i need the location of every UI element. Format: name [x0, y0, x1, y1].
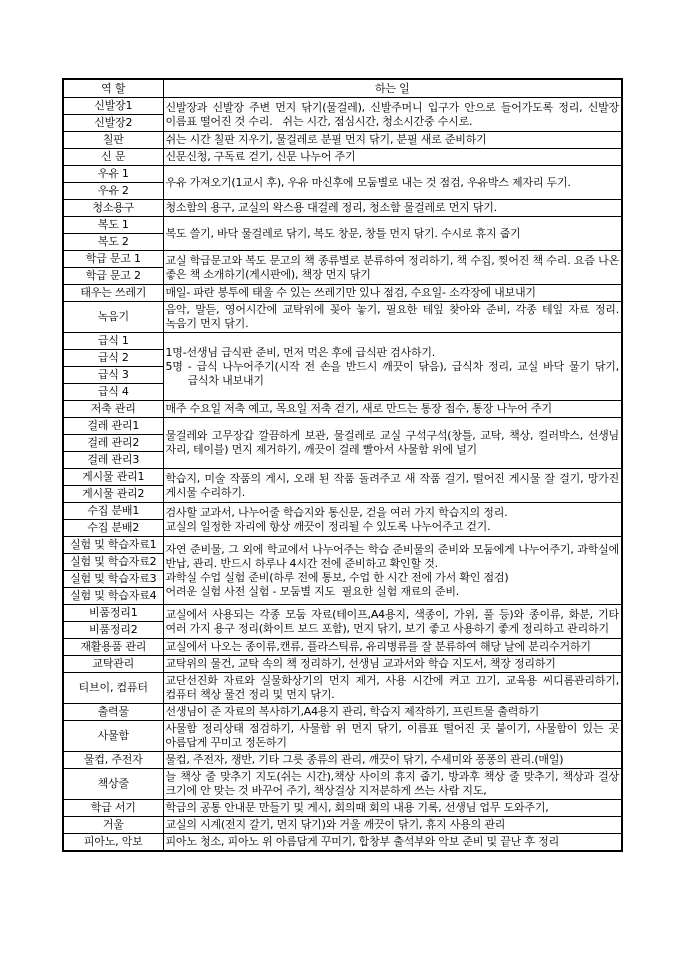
table-row: [63, 98, 622, 115]
task-paragraph: 어려운 실험 사전 실험 - 모둠별 지도 필요한 실험 재료의 준비.: [165, 584, 460, 598]
task-paragraph: 늘 책상 줄 맞추기 지도(쉬는 시간),책상 사이의 휴지 줍기, 방과후 책상 줄 맞추기, 책상과 걸상 크기에 안 맞는 것 바꾸어 주기, 책상걸상 지저분하게 쓰는 사람 지도,: [165, 770, 619, 797]
role-cell: 출력물: [63, 704, 163, 721]
task-paragraph: 검사할 교과서, 나누어줄 학습지와 통신문, 걷을 여러 가지 학습지의 정리.: [165, 505, 508, 519]
task-cell: [163, 401, 622, 418]
task-cell: [163, 418, 622, 469]
task-paragraph: 교단선진화 자료와 실물화상기의 먼지 제거, 사용 시간에 켜고 끄기, 교육용 씨디롬관리하기, 컴퓨터 책상 물건 정리 및 먼지 닦기.: [165, 674, 619, 701]
task-paragraph: 신문신청, 구독료 걷기, 신문 나누어 주기: [165, 150, 356, 163]
task-cell: [163, 817, 622, 834]
task-cell: [163, 285, 622, 302]
role-cell: 우유 2: [63, 183, 163, 200]
task-cell: [163, 302, 622, 333]
task-paragraph: 5명 - 급식 나누어주기(시작 전 손을 반드시 깨끗이 닦음), 급식차 정리, 교실 바닥 물기 닦기, 급식차 내보내기: [165, 359, 619, 387]
table-row: [63, 166, 622, 183]
table-row: [63, 200, 622, 217]
role-cell: 청소용구: [63, 200, 163, 217]
role-cell: 급식 2: [63, 350, 163, 367]
task-cell: [163, 639, 622, 656]
role-cell: 피아노, 악보: [63, 834, 163, 852]
task-cell: [163, 704, 622, 721]
task-paragraph: 선생님이 준 자료의 복사하기,A4용지 관리, 학습지 제작하기, 프린트물 출력하기: [165, 705, 540, 718]
task-paragraph: 교실의 일정한 자리에 항상 깨끗이 정리될 수 있도록 나누어주고 걷기.: [165, 519, 491, 533]
table-body: [63, 98, 622, 852]
task-paragraph: 사물함 정리상태 점검하기, 사물함 위 먼지 닦기, 이름표 떨어진 곳 붙이기, 사물함이 있는 곳 아름답게 꾸미고 정돈하기: [165, 722, 619, 749]
column-header-role: 역 할: [63, 79, 163, 98]
task-paragraph: 복도 쓸기, 바닥 물걸레로 닦기, 복도 창문, 창틀 먼지 닦기. 수시로 휴지 줍기: [165, 226, 521, 240]
task-paragraph: 자연 준비물, 그 외에 학교에서 나누어주는 학습 준비물의 준비와 모둠에게 나누어주기, 과학실에 반납, 관리. 반드시 하루나 4시간 전에 준비하고 확인할 것.: [165, 542, 619, 570]
role-cell: 실험 및 학습자료3: [63, 571, 163, 588]
role-cell: 저축 관리: [63, 401, 163, 418]
table-row: [63, 605, 622, 622]
table-row: [63, 752, 622, 769]
role-cell: 학급 문고 1: [63, 251, 163, 268]
task-cell: [163, 605, 622, 639]
role-cell: 걸레 관리3: [63, 452, 163, 469]
table-row: [63, 769, 622, 800]
role-cell: 학급 문고 2: [63, 268, 163, 285]
column-header-task: 하는 일: [163, 79, 622, 98]
table-row: [63, 333, 622, 350]
role-cell: 우유 1: [63, 166, 163, 183]
table-row: [63, 132, 622, 149]
table-row: [63, 673, 622, 704]
table-row: [63, 656, 622, 673]
role-cell: 걸레 관리1: [63, 418, 163, 435]
task-paragraph: 교실 학급문고와 복도 문고의 책 종류별로 분류하여 정리하기, 책 수집, 찢어진 책 수리. 요즘 나온 좋은 책 소개하기(게시판에), 책장 먼지 닦기: [165, 253, 619, 281]
table-row: [63, 251, 622, 268]
table-row: [63, 418, 622, 435]
role-cell: 비품정리1: [63, 605, 163, 622]
role-cell: 사물함: [63, 721, 163, 752]
task-cell: [163, 251, 622, 285]
table-row: [63, 639, 622, 656]
task-paragraph: 매주 수요일 저축 예고, 목요일 저축 걷기, 새로 만드는 통장 접수, 통장 나누어 주기: [165, 402, 552, 415]
role-cell: 게시물 관리1: [63, 469, 163, 486]
role-cell: 태우는 쓰레기: [63, 285, 163, 302]
task-paragraph: 학습지, 미술 작품의 게시, 오래 된 작품 돌려주고 새 작품 걸기, 떨어진 게시물 잘 걸기, 망가진 게시물 수리하기.: [165, 471, 619, 499]
table-row: [63, 401, 622, 418]
role-cell: 재활용품 관리: [63, 639, 163, 656]
task-paragraph: 1명-선생님 급식판 준비, 먼저 먹은 후에 급식판 검사하기.: [165, 345, 436, 359]
role-cell: 걸레 관리2: [63, 435, 163, 452]
task-paragraph: 물걸레와 고무장갑 깔끔하게 보관, 물걸레로 교실 구석구석(창틀, 교탁, 책상, 컬러박스, 선생님 자리, 테이블) 먼지 제거하기, 깨끗이 걸레 빨아서 사물함 위에 널기: [165, 429, 619, 456]
task-paragraph: 교실에서 나오는 종이류,캔류, 플라스틱류, 유리병류를 잘 분류하여 해당 날에 분리수거하기: [165, 640, 591, 653]
task-paragraph: 물컵, 주전자, 쟁반, 기타 그릇 종류의 관리, 깨끗이 닦기, 수세미와 퐁퐁의 관리.(매일): [165, 753, 564, 766]
role-cell: 급식 3: [63, 367, 163, 384]
task-paragraph: 과학실 수업 실험 준비(하루 전에 통보, 수업 한 시간 전에 가서 확인 점검): [165, 570, 509, 584]
role-cell: 티브이, 컴퓨터: [63, 673, 163, 704]
table-row: [63, 469, 622, 486]
role-cell: 실험 및 학습자료2: [63, 554, 163, 571]
task-cell: [163, 769, 622, 800]
task-cell: [163, 800, 622, 817]
task-paragraph: 쉬는 시간 칠판 지우기, 물걸레로 분필 먼지 닦기, 분필 새로 준비하기: [165, 133, 487, 146]
role-cell: 비품정리2: [63, 622, 163, 639]
role-cell: 실험 및 학습자료1: [63, 537, 163, 554]
task-paragraph: 매일- 파란 봉투에 태울 수 있는 쓰레기만 있나 점검, 수요일- 소각장에 내보내기: [165, 286, 536, 299]
role-cell: 복도 2: [63, 234, 163, 251]
role-cell: 수집 분배1: [63, 503, 163, 520]
table-row: [63, 817, 622, 834]
task-cell: [163, 166, 622, 200]
role-cell: 신 문: [63, 149, 163, 166]
task-paragraph: 교실의 시계(전지 갈기, 먼지 닦기)와 거울 깨끗이 닦기, 휴지 사용의 관리: [165, 818, 506, 831]
task-paragraph: 음악, 말듣, 영어시간에 교탁위에 꽂아 놓기, 필요한 테잎 찾아와 준비, 각종 테잎 자료 정리. 녹음기 먼지 닦기.: [165, 303, 619, 330]
task-cell: [163, 149, 622, 166]
role-cell: 급식 4: [63, 384, 163, 401]
task-cell: [163, 537, 622, 605]
table-row: [63, 834, 622, 852]
role-cell: 교탁관리: [63, 656, 163, 673]
role-cell: 수집 분배2: [63, 520, 163, 537]
task-paragraph: 우유 가져오기(1교시 후), 우유 마신후에 모둠별로 내는 것 점검, 우유박스 제자리 두기.: [165, 175, 571, 189]
role-cell: 게시물 관리2: [63, 486, 163, 503]
role-cell: 학급 서기: [63, 800, 163, 817]
task-cell: [163, 98, 622, 132]
task-paragraph: 피아노 청소, 피아노 위 아름답게 꾸미기, 합창부 출석부와 악보 준비 및 끝난 후 정리: [165, 835, 560, 848]
task-cell: [163, 656, 622, 673]
task-paragraph: 신발장과 신발장 주변 먼지 닦기(물걸레), 신발주머니 입구가 안으로 들어가도록 정리, 신발장 이름표 떨어진 것 수리. 쉬는 시간, 점심시간, 청소시간중 수시로.: [165, 100, 619, 128]
table-header-row: [63, 79, 622, 98]
table-row: [63, 302, 622, 333]
role-cell: 물컵, 주전자: [63, 752, 163, 769]
task-cell: [163, 503, 622, 537]
role-cell: 칠판: [63, 132, 163, 149]
role-cell: 신발장1: [63, 98, 163, 115]
task-cell: [163, 752, 622, 769]
table-row: [63, 800, 622, 817]
table-row: [63, 503, 622, 520]
table-row: [63, 149, 622, 166]
task-cell: [163, 673, 622, 704]
class-duty-table: [62, 78, 623, 852]
task-cell: [163, 834, 622, 852]
role-cell: 녹음기: [63, 302, 163, 333]
role-cell: 거울: [63, 817, 163, 834]
role-cell: 실험 및 학습자료4: [63, 588, 163, 605]
task-cell: [163, 469, 622, 503]
task-cell: [163, 217, 622, 251]
task-paragraph: 학급의 공통 안내문 만들기 및 게시, 회의때 회의 내용 기록, 선생님 업무 도와주기,: [165, 801, 549, 814]
role-cell: 급식 1: [63, 333, 163, 350]
table-row: [63, 704, 622, 721]
task-paragraph: 청소함의 용구, 교실의 왁스용 대걸레 정리, 청소함 물걸레로 먼지 닦기.: [165, 201, 497, 214]
table-row: [63, 721, 622, 752]
task-paragraph: 교실에서 사용되는 각종 모둠 자료(테이프,A4용지, 색종이, 가위, 풀 등)와 종이류, 화분, 기타 여러 가지 용구 정리(화이트 보드 포함), 먼지 닦기, 보기 좋고 사용하기 좋게 정리하고 관리하기: [165, 607, 619, 635]
role-cell: 책상줄: [63, 769, 163, 800]
task-cell: [163, 132, 622, 149]
table-row: [63, 285, 622, 302]
role-cell: 신발장2: [63, 115, 163, 132]
task-paragraph: 교탁위의 물건, 교탁 속의 책 정리하기, 선생님 교과서와 학습 지도서, 책장 정리하기: [165, 657, 556, 670]
table-row: [63, 537, 622, 554]
task-cell: [163, 721, 622, 752]
task-cell: [163, 333, 622, 401]
role-cell: 복도 1: [63, 217, 163, 234]
task-cell: [163, 200, 622, 217]
table-row: [63, 217, 622, 234]
